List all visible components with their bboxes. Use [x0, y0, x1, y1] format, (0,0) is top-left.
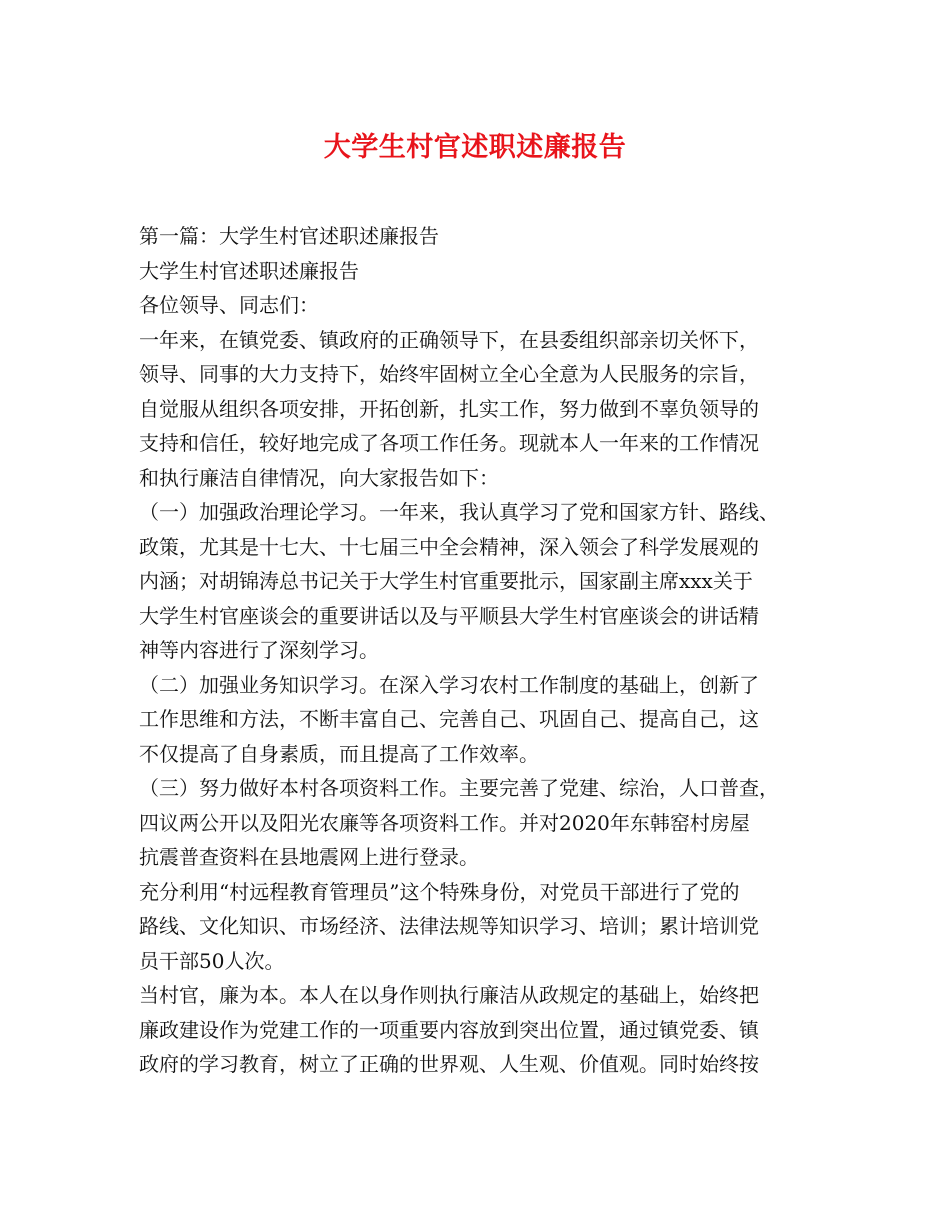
- text-line: 四议两公开以及阳光农廉等各项资料工作。并对2020年东韩窑村房屋: [139, 810, 750, 835]
- text-line: 各位领导、同志们：: [139, 293, 319, 317]
- text-line: 当村官，廉为本。本人在以身作则执行廉洁从政规定的基础上，始终把: [139, 983, 759, 1007]
- text-line: （二）加强业务知识学习。在深入学习农村工作制度的基础上，创新了: [139, 672, 759, 697]
- text-line: 内涵；对胡锦涛总书记关于大学生村官重要批示，国家副主席xxx关于: [139, 569, 753, 593]
- text-line: 不仅提高了自身素质，而且提高了工作效率。: [139, 741, 539, 766]
- text-line: 支持和信任，较好地完成了各项工作任务。现就本人一年来的工作情况: [139, 431, 759, 455]
- text-line: 自觉服从组织各项安排，开拓创新，扎实工作，努力做到不辜负领导的: [139, 396, 759, 421]
- text-line: （三）努力做好本村各项资料工作。主要完善了党建、综治，人口普查，: [139, 776, 779, 800]
- text-line: 一年来，在镇党委、镇政府的正确领导下，在县委组织部亲切关怀下，: [139, 327, 759, 352]
- text-line: 廉政建设作为党建工作的一项重要内容放到突出位置，通过镇党委、镇: [139, 1017, 759, 1042]
- document-body: [139, 219, 829, 1082]
- text-line: 政策，尤其是十七大、十七届三中全会精神，深入领会了科学发展观的: [139, 534, 759, 559]
- text-line: 员干部50人次。: [139, 948, 285, 973]
- text-line: 充分利用“村远程教育管理员”这个特殊身份，对党员干部进行了党的: [139, 879, 740, 904]
- text-line: 抗震普查资料在县地震网上进行登录。: [139, 845, 479, 869]
- text-line: 和执行廉洁自律情况，向大家报告如下：: [139, 465, 499, 490]
- text-line: 大学生村官述职述廉报告: [139, 258, 359, 283]
- text-line: 政府的学习教育，树立了正确的世界观、人生观、价值观。同时始终按: [139, 1052, 759, 1076]
- text-line: （一）加强政治理论学习。一年来，我认真学习了党和国家方针、路线、: [139, 500, 779, 524]
- document-title: 大学生村官述职述廉报告: [323, 132, 627, 163]
- text-line: 领导、同事的大力支持下，始终牢固树立全心全意为人民服务的宗旨，: [139, 362, 759, 386]
- text-line: 大学生村官座谈会的重要讲话以及与平顺县大学生村官座谈会的讲话精: [139, 603, 759, 628]
- text-line: 路线、文化知识、市场经济、法律法规等知识学习、培训；累计培训党: [139, 914, 759, 938]
- text-line: 神等内容进行了深刻学习。: [139, 638, 379, 662]
- text-line: 工作思维和方法，不断丰富自己、完善自己、巩固自己、提高自己，这: [139, 707, 759, 731]
- text-line: 第一篇：大学生村官述职述廉报告: [139, 224, 439, 248]
